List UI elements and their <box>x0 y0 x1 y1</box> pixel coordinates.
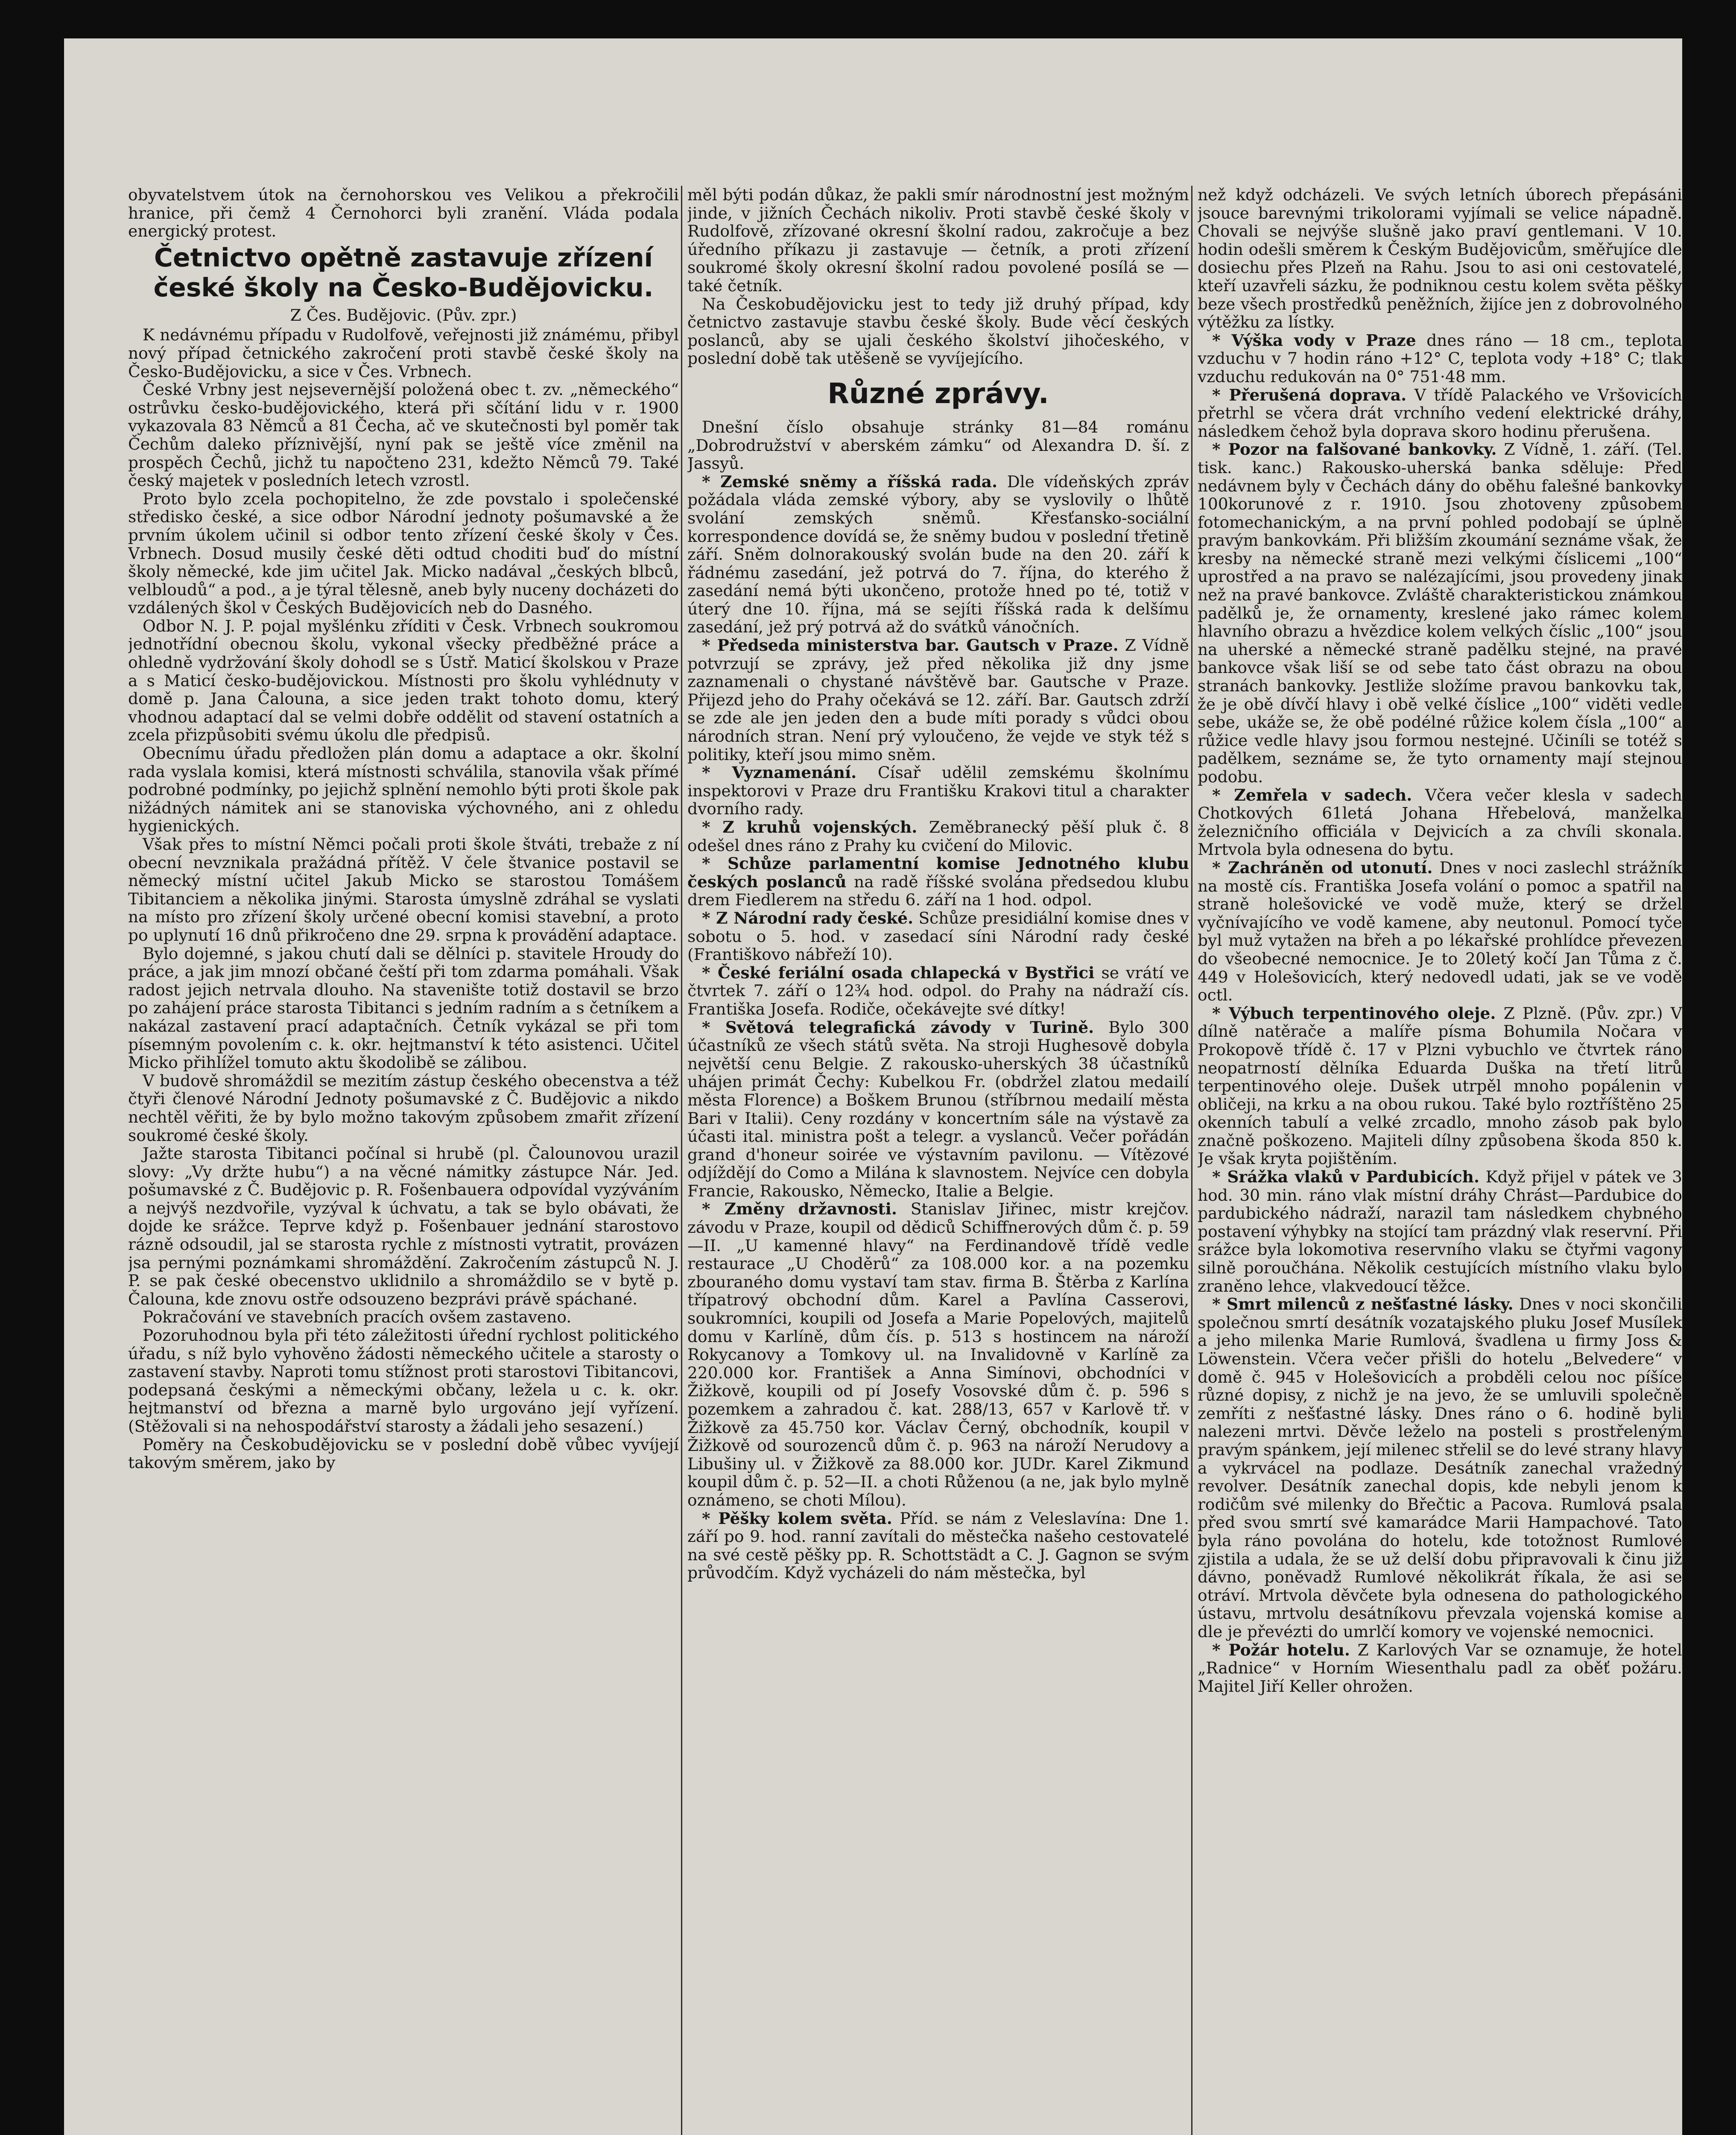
news-item-text: Dnes v noci zaslechl strážník na mostě cís. Františka Josefa volání o pomoc a spatřil na straně holešovické ve vodě muže, který se držel vyčnívajícího ve vodě kamene, aby neutonul. Pomocí tyče byl muž vytažen na břeh a po lékařské prohlídce převezen do všeobecné nemocnice. Je to 20letý kočí Jan Tůma z č. 449 v Holešovicích, který nedovedl udati, jak se ve vodě octl. <box>1198 858 1682 1005</box>
news-item-lead: * Předseda ministerstva bar. Gautsch v Praze. <box>702 636 1119 655</box>
news-item-text: V třídě Palackého ve Vršovicích přetrhl se včera drát vrchního vedení elektrické dráhy, následkem čehož byla doprava skoro hodinu přerušena. <box>1198 385 1682 441</box>
column-1 <box>128 186 679 2135</box>
news-item-text: Když přijel v pátek ve 3 hod. 30 min. ráno vlak místní dráhy Chrást—Pardubice do pardubického nádraží, narazil tam následkem chybného postavení výhybky na stojící tam prázdný vlak reservní. Při srážce byla lokomotiva reservního vlaku se čtyřmi vagony silně poroučhána. Několik cestujících místního vlaku bylo zraněno lehce, vlakvedoucí těžce. <box>1198 1167 1682 1296</box>
article-continuation: obyvatelstvem útok na černohorskou ves Velikou a překročili hranice, při čemž 4 Černohorci byli zranění. Vláda podala energický protest. <box>128 186 679 241</box>
article-paragraph: Na Českobudějovicku jest to tedy již druhý případ, kdy četnictvo zastavuje stavbu české školy. Bude věcí českých poslanců, aby se ujali českého školství jihočeského, v poslední době tak utěšeně se vyvíjejícího. <box>687 294 1189 368</box>
news-item <box>687 909 1189 964</box>
news-item <box>1198 1004 1682 1168</box>
news-item <box>1198 786 1682 859</box>
news-item <box>1198 1295 1682 1641</box>
news-item <box>687 818 1189 854</box>
column-3 <box>1198 186 1682 2135</box>
news-item-text: na radě říšské svolána předsedou klubu drem Fiedlerem na středu 6. září na 1 hod. odpol. <box>687 872 1189 910</box>
news-item-lead: * Pěšky kolem světa. <box>702 1509 892 1528</box>
article-paragraph: Bylo dojemné, s jakou chutí dali se dělníci p. stavitele Hroudy do práce, a jak jim mnozí občané čeští při tom zdarma pomáhali. Však radost jejich netrvala dlouho. Na stavenište totiž dostavil se brzo po zahájení práce starosta Tibitanci s jedním radním a s četníkem a nakázal zastavení prací adaptačních. Četník vykázal se při tom písemným povolením c. k. okr. hejtmanství k této asistenci. Učitel Micko přihlížel tomuto aktu škodolibě se zálibou. <box>128 944 679 1072</box>
news-item-lead: * Vyznamenání. <box>702 763 857 782</box>
news-item <box>1198 859 1682 1004</box>
newspaper-page <box>64 38 1682 2135</box>
news-item-lead: * Výbuch terpentinového oleje. <box>1212 1003 1496 1023</box>
news-item <box>1198 386 1682 441</box>
news-item-text: Schůze presidiální komise dnes v sobotu o 5. hod. v zasedací síni Národní rady české (Františkovo nábřeží 10). <box>687 908 1189 964</box>
article-dateline: Z Čes. Budějovic. (Pův. zpr.) <box>290 305 517 325</box>
news-item-lead: * Smrt milenců z nešťastné lásky. <box>1212 1295 1514 1314</box>
article-paragraph: Proto bylo zcela pochopitelno, že zde povstalo i společenské středisko české, a sice odbor Národní jednoty pošumavské a že prvním úkolem učinil si odbor tento zřízení české školy v Čes. Vrbnech. Dosud musily české děti odtud choditi buď do místní školy německé, kde jim učitel Jak. Micko nadával „českých blbců, velbloudů“ a pod., a je týral tělesně, aneb byly nuceny docházeti do vzdálených škol v Českých Budějovicích neb do Dasného. <box>128 489 679 617</box>
news-item <box>1198 331 1682 386</box>
news-item <box>1198 440 1682 786</box>
news-item-lead: * Srážka vlaků v Pardubicích. <box>1212 1167 1480 1187</box>
article-continuation: než když odcházeli. Ve svých letních úborech přepásáni jsouce barevnými trikolorami vyjímali se velice nápadně. Chovali se nejvýše slušně jako praví gentlemani. V 10. hodin odešli směrem k Českým Budějovicům, směřujíce dle dosiechu přes Plzeň na Rahu. Jsou to asi oni cestovatelé, kteří uzavřeli sázku, že podniknou cestu kolem světa pěšky beze všech prostředků peněžních, žijíce jen z dobrovolného výtěžku za lístky. <box>1198 186 1682 332</box>
news-item-text: Císař udělil zemskému školnímu inspektorovi v Praze dru Františku Krakovi titul a charakter dvorního rady. <box>687 763 1189 819</box>
news-item-lead: * Požár hotelu. <box>1212 1640 1350 1659</box>
news-item-lead: * Zemské sněmy a říšská rada. <box>702 472 998 491</box>
news-item-text: Stanislav Jiřinec, mistr krejčov. závodu v Praze, koupil od dědiců Schiffnerových dům č. p. 59—II. „U kamenné hlavy“ na Ferdinandově třídě vedle restaurace „U Choděrů“ za 108.000 kor. a na pozemku zbouraného domu vystaví tam stav. firma B. Štěrba z Karlína třípatrový obchodní dům. Karel a Pavlína Casserovi, soukromníci, koupili od Josefa a Marie Popelových, majitelů domu v Karlíně, dům čís. p. 513 s hostincem na nároží Rokycanovy a Tomkovy ul. na Invalidovně v Karlíně za 220.000 kor. František a Anna Simínovi, obchodníci v Žižkově, koupili od pí Josefy Vosovské dům č. p. 596 s pozemkem a zahradou č. kat. 288/13, 657 v Karlově tř. v Žižkově za 45.750 kor. Václav Černý, obchodník, koupil v Žižkově od sourozenců dům č. p. 963 na nároží Nerudovy a Libušiny ul. v Žižkově za 88.000 kor. JUDr. Karel Zikmund koupil dům č. p. 52—II. a choti Růženou (a ne, jak bylo mylně oznámeno, se choti Mílou). <box>687 1199 1189 1509</box>
article-paragraph: Obecnímu úřadu předložen plán domu a adaptace a okr. školní rada vyslala komisi, která místnosti schválila, stanovila však přímé podrobné podmínky, po jejichž splnění nemohlo býti proti škole pak nižádných námitek ani se stanoviska výchovného, ani z ohledu hygienických. <box>128 744 679 836</box>
news-item <box>687 473 1189 636</box>
news-item-text: Dnes v noci skončili společnou smrtí desátník vozatajského pluku Josef Musílek a jeho milenka Marie Rumlová, švadlena u firmy Joss & Löwenstein. Včera večer přišli do hotelu „Belvedere“ v domě č. 945 v Holešovicích a probděli celou noc píšíce různé dopisy, z nichž je na jevo, že se umluvili společně zemříti z nešťastné lásky. Dnes ráno o 6. hodině byli nalezeni mrtvi. Děvče leželo na posteli s prostřeleným pravým spánkem, její milenec střelil se do levé strany hlavy a vykrvácel na podlaze. Desátník zanechal vražedný revolver. Desátník zanechal dopis, kde nebyli jenom k rodičům své milenky do Břečtic a Pacova. Rumlová psala před svou smrtí své kamarádce Marii Hampachové. Tato byla ráno povolána do hotelu, kde totožnost Rumlové zjistila a udala, že se už delší dobu připravovali k činu již dávno, poněvadž Rumlové několikrát říkala, že asi se otráví. Mrtvola děvčete byla odnesena do pathologického ústavu, mrtvolu desátníkovu převzala vojenská komise a dle je převézti do umrlčí komory ve vojenské nemocnici. <box>1198 1295 1682 1641</box>
news-item-text: Z Vídně, 1. září. (Tel. tisk. kanc.) Rakousko-uherská banka sděluje: Před nedávnem byly v Čechách dány do oběhu falešné bankovky 100korunové z r. 1910. Jsou zhotoveny způsobem fotomechanickým, a na první pohled podobají se úplně pravým bankovkám. Při bližším zkoumání seznáme však, že kresby na německé straně mezi velkými číslicemi „100“ uprostřed a na pravo se nalézajícími, jsou provedeny jinak než na pravé bankovce. Zvláště charakteristickou známkou padělků je, že ornamenty, kreslené jako rámec kolem hlavního obrazu a hvězdice kolem velkých číslic „100“ jsou na uherské a německé straně padělku stejné, na pravé bankovce však liší se od sebe tato část obrazu na obou stranách bankovky. Jestliže složíme pravou bankovku tak, že je obě dívčí hlavy i obě velké číslice „100“ viděti vedle sebe, ukáže se, že obě podélné růžice kolem čísla „100“ a růžice vedle hlavy jsou formou nestejné. Učiníli se totéž s padělkem, seznáme se, že tyto ornamenty mají stejnou podobu. <box>1198 440 1682 786</box>
news-item-text: Z Karlových Var se oznamuje, že hotel „Radnice“ v Horním Wiesenthalu padl za oběť požáru. Majitel Jiří Keller ohrožen. <box>1198 1640 1682 1696</box>
news-item <box>687 1200 1189 1509</box>
news-item-lead: * Z Národní rady české. <box>702 908 914 927</box>
news-item-lead: * České feriální osada chlapecká v Bystřici <box>702 963 1095 982</box>
news-item <box>687 1509 1189 1582</box>
article-headline: Četnictvo opětně zastavuje zřízení české školy na Česko-Budějovicku. <box>153 243 654 303</box>
news-item-lead: * Přerušená doprava. <box>1212 385 1407 404</box>
news-item-text: se vrátí ve čtvrtek 7. září o 12¾ hod. odpol. do Prahy na nádraží cís. Františka Josefa. Rodiče, očekávejte své dítky! <box>687 963 1189 1018</box>
news-item-text: dnes ráno — 18 cm., teplota vzduchu v 7 hodin ráno +12° C, teplota vody +18° C; tlak vzduchu redukován na 0° 751·48 mm. <box>1198 330 1682 386</box>
news-item <box>1198 1641 1682 1696</box>
article-paragraph: Poměry na Českobudějovicku se v poslední době vůbec vyvíjejí takovým směrem, jako by <box>128 1435 679 1472</box>
news-item-lead: * Zemřela v sadech. <box>1212 785 1412 804</box>
news-item-lead: * Pozor na falšované bankovky. <box>1212 440 1497 459</box>
news-item-text: Zeměbranecký pěší pluk č. 8 odešel dnes ráno z Prahy ku cvičení do Milovic. <box>687 818 1189 855</box>
news-item <box>687 418 1189 473</box>
news-item <box>687 964 1189 1018</box>
news-item-text: Včera večer klesla v sadech Chotkových 61letá Johana Hřebelová, manželka železničního officiála v Dejvicích a za chvíli skonala. Mrtvola byla odnesena do bytu. <box>1198 785 1682 859</box>
column-divider <box>681 186 682 2135</box>
news-item-lead: * Změny državnosti. <box>702 1199 897 1219</box>
news-item-lead: * Schůze parlamentní komise Jednotného klubu českých poslanců <box>687 854 1189 891</box>
news-item-lead: * Výška vody v Praze <box>1212 330 1416 350</box>
news-item-lead: * Světová telegrafická závody v Turině. <box>702 1018 1094 1037</box>
news-item-text: Příd. se nám z Veleslavína: Dne 1. září po 9. hod. ranní zavítali do městečka našeho cestovatelé na své cestě pěšky pp. R. Schottstädt a C. J. Gagnon se svým průvodčím. Když vycházeli do nám městečka, byl <box>687 1509 1189 1582</box>
article-paragraph: K nedávnému případu v Rudolfově, veřejnosti již známému, přibyl nový případ četnického zakročení proti stavbě české školy na Česko-Budějovicku, a sice v Čes. Vrbnech. <box>128 325 679 381</box>
article-paragraph: Pokračování ve stavebních pracích ovšem zastaveno. <box>143 1307 572 1327</box>
column-divider <box>1191 186 1192 2135</box>
article-paragraph: Pozoruhodnou byla při této záležitosti úřední rychlost politického úřadu, s níž bylo vyhověno žádosti německého učitele a starosty o zastavení stavby. Naproti tomu stížnost proti starostovi Tibitancovi, podepsaná českými a německými občany, ležela u c. k. okr. hejtmanství od března a marně bylo urgováno její vyřízení. (Stěžovali si na nehospodářství starosty a žádali jeho sesazení.) <box>128 1326 679 1436</box>
article-paragraph: Odbor N. J. P. pojal myšlénku zříditi v Česk. Vrbnech soukromou jednotřídní obecnou školu, vykonal všecky předběžné práce a ohledně vydržování školy dohodl se s Ústř. Maticí školskou v Praze a s Maticí česko-budějovickou. Místnosti pro školu vyhlédnuty v domě p. Jana Čalouna, a sice jeden trakt tohoto domu, který vhodnou adaptací dal se velmi dobře oddělit od stavení ostatních a zcela přizpůsobiti svému úkolu dle předpisů. <box>128 616 679 745</box>
news-item-text: Bylo 300 účastníků ze všech států světa. Na stroji Hughesově dobyla největší cenu Belgie. Z rakousko-uherských 38 účastníků uhájen primát Čechy: Kubelkou Fr. (obdržel zlatou medailí města Florence) a Boškem Brunou (stříbrnou medailí města Bari v Italii). Ceny rozdány v koncertním sále na výstavě za účasti ital. ministra pošt a telegr. a vyslanců. Večer pořádán grand d'honeur soirée ve výstavním pavilonu. — Vítězové odjíždějí do Como a Milána k slavnostem. Nejvíce cen dobyla Francie, Rakousko, Německo, Italie a Belgie. <box>687 1018 1189 1200</box>
news-item-lead: * Z kruhů vojenských. <box>702 818 918 836</box>
column-2 <box>687 186 1189 2135</box>
section-title: Různé zprávy. <box>827 377 1049 410</box>
news-item <box>687 1018 1189 1200</box>
news-item <box>687 854 1189 909</box>
news-item-lead: * Zachráněn od utonutí. <box>1212 858 1433 877</box>
news-item-text: Dnešní číslo obsahuje stránky 81—84 románu „Dobrodružství v aberském zámku“ od Alexandra D. ší. z Jassyů. <box>687 417 1189 473</box>
news-item <box>687 763 1189 818</box>
article-paragraph: České Vrbny jest nejsevernější položená obec t. zv. „německého“ ostrůvku česko-budějovického, která při sčítání lidu v r. 1900 vykazovala 83 Němců a 81 Čecha, ač ve skutečnosti byl poměr tak Čechům daleko příznivější, nyní pak se ještě více změnil na prospěch Čechů, jichž tu napočteno 231, kdežto Němců 79. Také český majetek v posledních letech vzrostl. <box>128 380 679 490</box>
article-paragraph: Jažte starosta Tibitanci počínal si hrubě (pl. Čalounovou urazil slovy: „Vy držte hubu“) a na věcné námitky zástupce Nár. Jed. pošumavské z Č. Budějovic p. R. Fošenbauera odpovídal vyzýváním a nejvýš nezdvořile, vyzýval k úchvatu, a tak se bylo obávati, že dojde ke srážce. Teprve když p. Fošenbauer jednání starostovo rázně odsoudil, jal se starosta rychle z místnosti vytratit, provázen jsa pernými poznámkami shromáždění. Zakročením zástupců N. J. P. se pak české obecenstvo uklidnilo a shromáždilo se v bytě p. Čalouna, kde znovu ostře odsouzeno bezprávi právě spáchané. <box>128 1144 679 1308</box>
article-paragraph: Však přes to místní Němci počali proti škole štváti, trebaže z ní obecní nevznikala pražádná přítěž. V čele štvanice postavil se německý místní učitel Jakub Micko se starostou Tomášem Tibitanciem a několika jinými. Starosta úmyslně zdráhal se vyslati na místo pro zřízení školy určené obecní komisi stavební, a proto po uplynutí 16 dnů přikročeno dne 29. srpna k provádění adaptace. <box>128 835 679 945</box>
news-item <box>687 636 1189 763</box>
article-continuation: měl býti podán důkaz, že pakli smír národnostní jest možným jinde, v jižních Čechách nikoliv. Proti stavbě české školy v Rudolfově, zřízované okresní školní radou, zakročuje a bez úředního příkazu ji zastavuje — četník, a proti zřízení soukromé školy okresní školní radou povolené posílá se — také četník. <box>687 186 1189 295</box>
news-item <box>1198 1168 1682 1295</box>
news-item-text: Z Vídně potvrzují se zprávy, jež před několika již dny jsme zaznamenali o chystané návštěvě bar. Gautsche v Praze. Přijezd jeho do Prahy očekává se 12. září. Bar. Gautsch zdrží se zde ale jen jeden den a bude míti porady s vůdci obou národních stran. Není prý vyloučeno, že vejde ve styk též s politiky, kteří jsou mimo sněm. <box>687 636 1189 764</box>
news-item-text: Z Plzně. (Pův. zpr.) V dílně natěrače a malíře písma Bohumila Nočara v Prokopově třídě č. 17 v Plzni vybuchlo ve čtvrtek ráno neopatrností dělníka Eduarda Duška na třetí litrů terpentinového oleje. Dušek utrpěl mnoho popálenin v obličeji, na krku a na obou rukou. Také bylo roztříštěno 25 okenních tabulí a velké zrcadlo, mnoho zásob pak bylo značně poškozeno. Majiteli dílny způsobena škoda 850 k. Je však kryta pojištěním. <box>1198 1003 1682 1168</box>
news-item-text: Dle vídeňských zpráv požádala vláda zemské výbory, aby se vyslovily o lhůtě svolání zemských sněmů. Křesťansko-sociální korrespondence dovídá se, že sněmy budou v poslední třetině září. Sněm dolnorakouský svolán bude na den 20. září k řádnému zasedání, jež potrvá do 7. října, do kterého ž zasedání nemá býti ukončeno, protože hned po té, totiž v úterý dne 10. října, má se sejíti říšská rada k delšímu zasedání, jež prý potrvá až do svátků vánočních. <box>687 472 1189 637</box>
article-paragraph: V budově shromáždil se mezitím zástup českého obecenstva a též čtyři členové Národní Jednoty pošumavské z Č. Budějovic a nikdo nechtěl věřiti, že by bylo možno takovým způsobem zmařit zřízení soukromé české školy. <box>128 1071 679 1145</box>
